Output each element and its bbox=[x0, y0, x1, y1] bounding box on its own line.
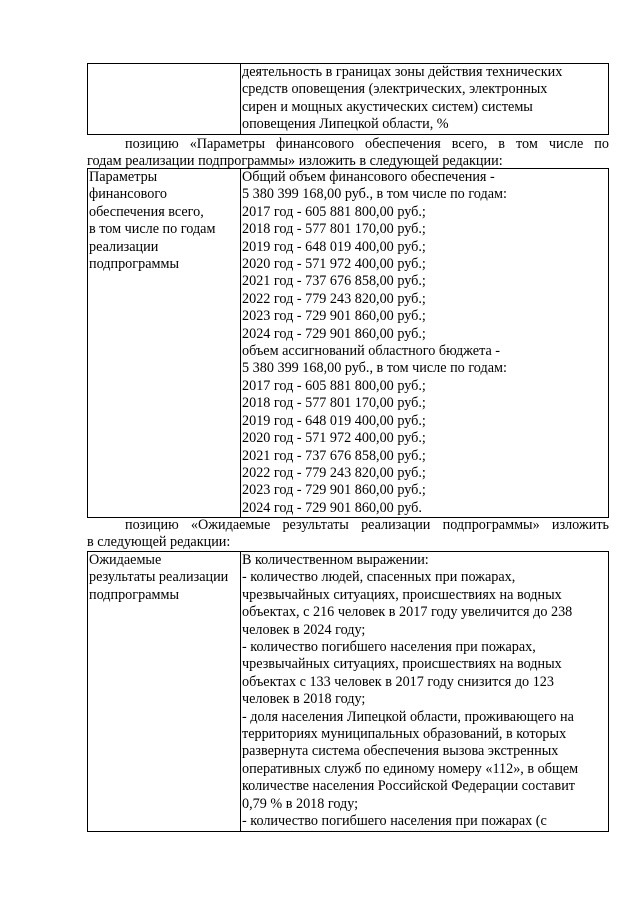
text-line: В количественном выражении: bbox=[242, 552, 429, 568]
text-line: - количество погибшего населения при пожарах (с bbox=[242, 813, 547, 830]
text-line: объектах с 133 человек в 2017 году снизится до 123 bbox=[242, 673, 554, 690]
text-line: - количество людей, спасенных при пожарах, bbox=[242, 569, 516, 586]
text-line: - доля населения Липецкой области, проживающего на bbox=[242, 708, 574, 725]
paragraph-line: позицию «Параметры финансового обеспечения всего, в том числе по bbox=[125, 136, 609, 152]
text-line: подпрограммы bbox=[89, 586, 179, 603]
text-line: 2022 год - 779 243 820,00 руб.; bbox=[242, 464, 426, 481]
text-line: 5 380 399 168,00 руб., в том числе по годам: bbox=[242, 186, 507, 203]
text-line: деятельность в границах зоны действия технических bbox=[242, 64, 563, 80]
text-line: человек в 2018 году; bbox=[242, 691, 366, 708]
text-line: 2019 год - 648 019 400,00 руб.; bbox=[242, 238, 426, 255]
results-label-cell bbox=[88, 552, 241, 832]
text-line: 2017 год - 605 881 800,00 руб.; bbox=[242, 377, 426, 394]
text-line: 2024 год - 729 901 860,00 руб. bbox=[242, 499, 422, 516]
text-line: подпрограммы bbox=[89, 256, 179, 273]
paragraph-line: годам реализации подпрограммы» изложить в следующей редакции: bbox=[87, 153, 503, 170]
text-line: 0,79 % в 2018 году; bbox=[242, 795, 359, 812]
text-line: количестве населения Российской Федерации составит bbox=[242, 778, 576, 795]
text-line: территориях муниципальных образований, в которых bbox=[242, 726, 567, 743]
table-results bbox=[87, 551, 609, 832]
text-line: 2024 год - 729 901 860,00 руб.; bbox=[242, 325, 426, 342]
text-line: результаты реализации bbox=[89, 569, 229, 586]
paragraph-line: в следующей редакции: bbox=[87, 534, 231, 551]
text-line: Параметры bbox=[89, 169, 158, 185]
text-line: средств оповещения (электрических, электронных bbox=[242, 81, 548, 98]
text-line: оперативных служб по единому номеру «112», в общем bbox=[242, 760, 579, 777]
text-line: реализации bbox=[89, 238, 159, 255]
paragraph-line: позицию «Ожидаемые результаты реализации подпрограммы» изложить bbox=[125, 517, 609, 533]
text-line: Общий объем финансового обеспечения - bbox=[242, 169, 495, 185]
text-line: - количество погибшего населения при пожарах, bbox=[242, 639, 536, 656]
paragraph-finance-intro bbox=[87, 136, 609, 171]
text-line: 2018 год - 577 801 170,00 руб.; bbox=[242, 221, 426, 238]
text-line: 2021 год - 737 676 858,00 руб.; bbox=[242, 273, 426, 290]
text-line: 2018 год - 577 801 170,00 руб.; bbox=[242, 395, 426, 412]
finance-label-cell bbox=[88, 169, 241, 518]
results-value-cell bbox=[241, 552, 609, 832]
text-line: 2017 год - 605 881 800,00 руб.; bbox=[242, 203, 426, 220]
text-line: 2023 год - 729 901 860,00 руб.; bbox=[242, 308, 426, 325]
text-line: обеспечения всего, bbox=[89, 203, 204, 220]
text-line: объем ассигнований областного бюджета - bbox=[242, 343, 501, 360]
text-line: в том числе по годам bbox=[89, 221, 216, 238]
text-line: человек в 2024 году; bbox=[242, 621, 366, 638]
text-line: 2019 год - 648 019 400,00 руб.; bbox=[242, 412, 426, 429]
text-line: сирен и мощных акустических систем) системы bbox=[242, 98, 533, 115]
text-line: 2020 год - 571 972 400,00 руб.; bbox=[242, 256, 426, 273]
text-line: Ожидаемые bbox=[89, 552, 162, 568]
text-line: объектах, с 216 человек в 2017 году увеличится до 238 bbox=[242, 604, 573, 621]
text-line: 2023 год - 729 901 860,00 руб.; bbox=[242, 482, 426, 499]
text-line: 2021 год - 737 676 858,00 руб.; bbox=[242, 447, 426, 464]
table-continuation-left-cell bbox=[88, 64, 241, 135]
paragraph-results-intro bbox=[87, 517, 609, 552]
table-finance bbox=[87, 168, 609, 518]
text-line: 2020 год - 571 972 400,00 руб.; bbox=[242, 430, 426, 447]
text-line: чрезвычайных ситуациях, происшествиях на водных bbox=[242, 656, 562, 673]
text-line: развернута система обеспечения вызова экстренных bbox=[242, 743, 559, 760]
finance-value-cell bbox=[241, 169, 609, 518]
text-line: чрезвычайных ситуациях, происшествиях на водных bbox=[242, 586, 562, 603]
table-continuation bbox=[87, 63, 609, 135]
table-continuation-right-cell bbox=[241, 64, 609, 135]
text-line: 2022 год - 779 243 820,00 руб.; bbox=[242, 290, 426, 307]
text-line: 5 380 399 168,00 руб., в том числе по годам: bbox=[242, 360, 507, 377]
text-line: финансового bbox=[89, 186, 167, 203]
text-line: оповещения Липецкой области, % bbox=[242, 116, 449, 133]
